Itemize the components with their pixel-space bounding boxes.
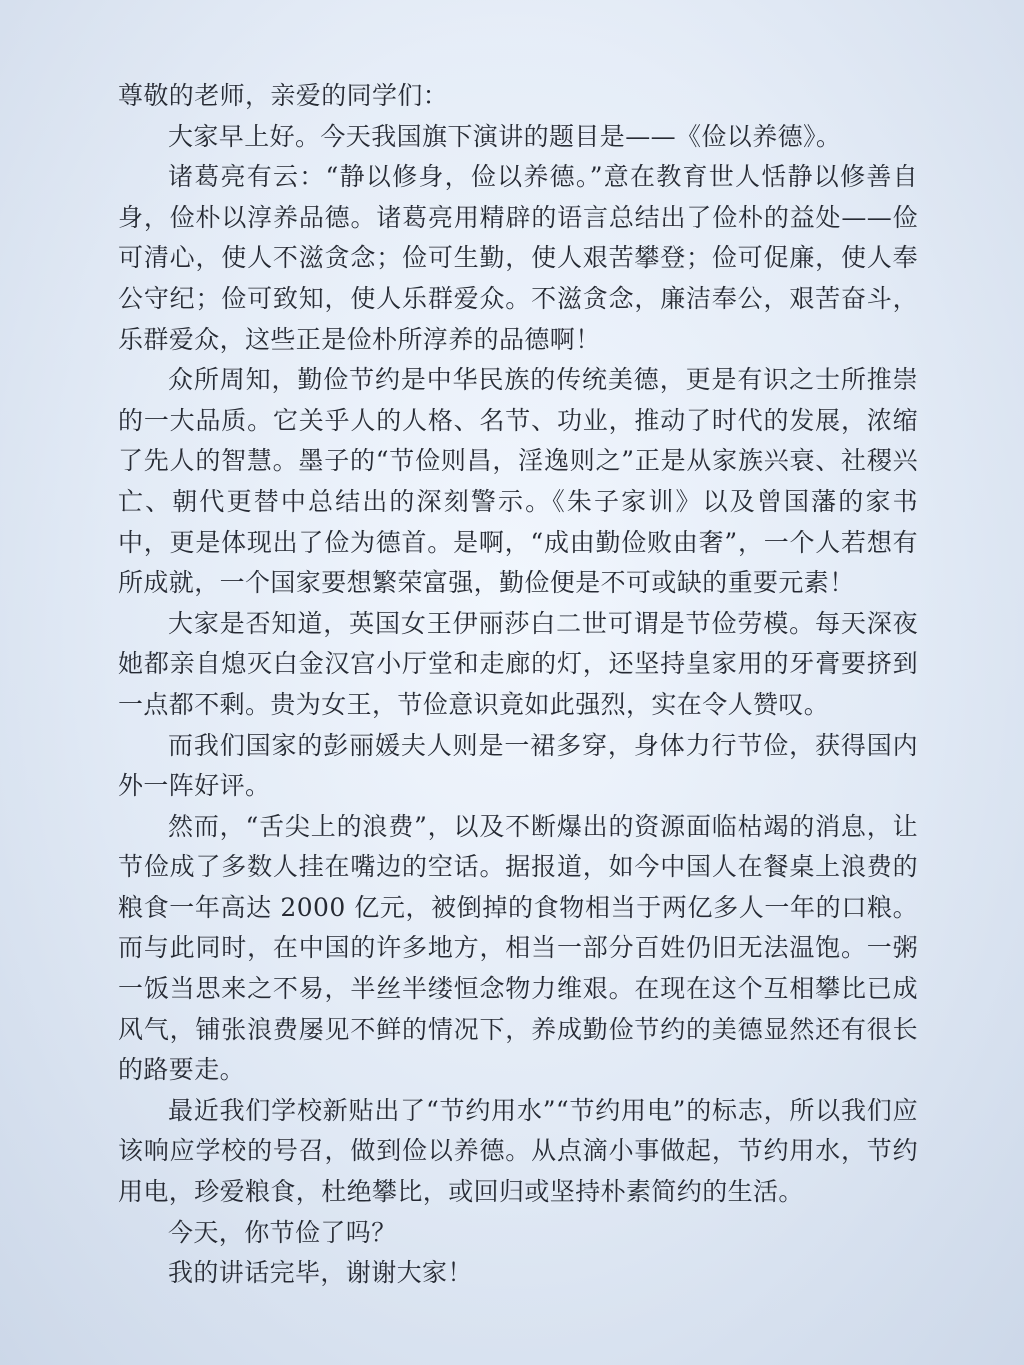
paragraph-waste: 然而，“舌尖上的浪费”，以及不断爆出的资源面临枯竭的消息，让节俭成了多数人挂在嘴边的空话。据报道，如今中国人在餐桌上浪费的粮食一年高达 2000 亿元，被倒掉的食物相当于两亿多人一年的口粮。而与此同时，在中国的许多地方，相当一部分百姓仍旧无法温饱。一粥一饭当思来之不易，半丝半缕恒念物力维艰。在现在这个互相攀比已成风气，铺张浪费屡见不鲜的情况下，养成勤俭节约的美德显然还有很长的路要走。 bbox=[118, 811, 918, 1085]
speech-text bbox=[118, 76, 918, 1294]
paragraph-intro: 大家早上好。今天我国旗下演讲的题目是——《俭以养德》。 bbox=[168, 121, 842, 151]
paragraph-school: 最近我们学校新贴出了“节约用水”“节约用电”的标志，所以我们应该响应学校的号召，做到俭以养德。从点滴小事做起，节约用水，节约用电，珍爱粮食，杜绝攀比，或回归或坚持朴素简约的生活。 bbox=[118, 1095, 918, 1207]
greeting-line: 尊敬的老师，亲爱的同学们： bbox=[118, 81, 449, 110]
paragraph-tradition: 众所周知，勤俭节约是中华民族的传统美德，更是有识之士所推崇的一大品质。它关乎人的人格、名节、功业，推动了时代的发展，浓缩了先人的智慧。墨子的“节俭则昌，淫逸则之”正是从家族兴衰、社稷兴亡、朝代更替中总结出的深刻警示。《朱子家训》以及曾国藩的家书中，更是体现出了俭为德首。是啊，“成由勤俭败由奢”，一个人若想有所成就，一个国家要想繁荣富强，勤俭便是不可或缺的重要元素！ bbox=[118, 365, 918, 598]
paragraph-question: 今天，你节俭了吗？ bbox=[168, 1217, 397, 1247]
paragraph-peng-liyuan: 而我们国家的彭丽媛夫人则是一裙多穿，身体力行节俭，获得国内外一阵好评。 bbox=[118, 730, 918, 801]
paragraph-closing: 我的讲话完毕，谢谢大家！ bbox=[168, 1258, 473, 1288]
paragraph-zhuge-liang: 诸葛亮有云：“静以修身，俭以养德。”意在教育世人恬静以修善自身，俭朴以淳养品德。诸葛亮用精辟的语言总结出了俭朴的益处——俭可清心，使人不滋贪念；俭可生勤，使人艰苦攀登；俭可促廉，使人奉公守纪；俭可致知，使人乐群爱众。不滋贪念，廉洁奉公，艰苦奋斗，乐群爱众，这些正是俭朴所淳养的品德啊！ bbox=[118, 162, 918, 354]
paragraph-queen: 大家是否知道，英国女王伊丽莎白二世可谓是节俭劳模。每天深夜她都亲自熄灭白金汉宫小厅堂和走廊的灯，还坚持皇家用的牙膏要挤到一点都不剩。贵为女王，节俭意识竟如此强烈，实在令人赞叹。 bbox=[118, 608, 918, 719]
